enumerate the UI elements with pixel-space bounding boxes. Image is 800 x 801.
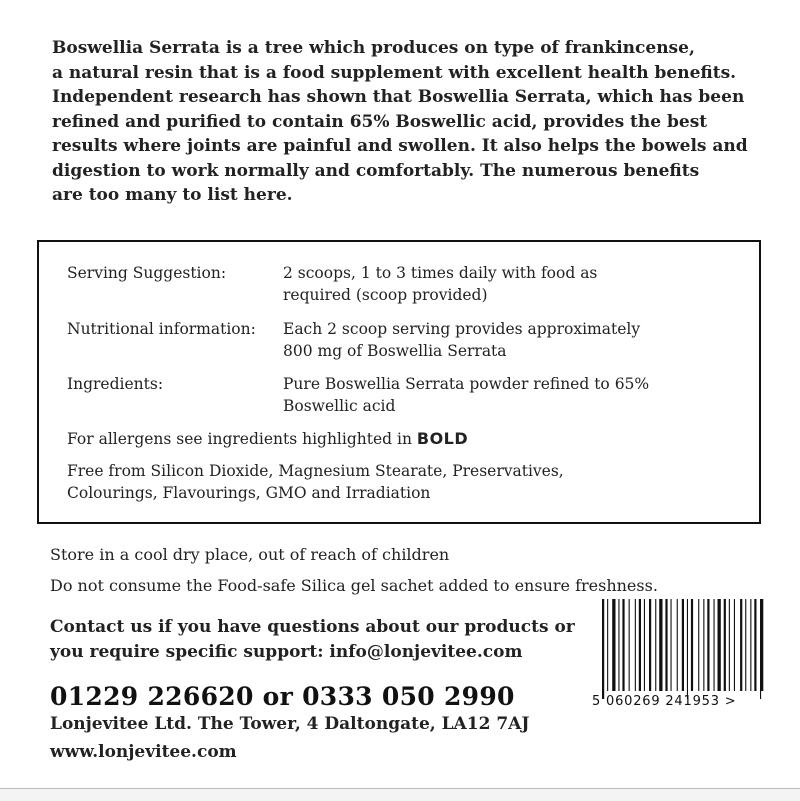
barcode-bar (607, 599, 608, 691)
barcode-bar (682, 599, 684, 691)
barcode-number: 5 060269 241953 > (592, 694, 737, 709)
phone-numbers: 01229 226620 or 0333 050 2990 (50, 682, 515, 711)
barcode-bar (639, 599, 641, 691)
intro-paragraph (52, 36, 772, 208)
allergens-text: For allergens see ingredients highlighted in (67, 430, 417, 448)
barcode-bar (718, 599, 721, 691)
barcode-bar (612, 599, 615, 691)
nutritional-info-value-2: 800 mg of Boswellia Serrata (283, 342, 507, 360)
barcode-bar (665, 599, 667, 691)
intro-line: Independent research has shown that Boswellia Serrata, which has been (52, 87, 745, 107)
barcode-bar (622, 599, 624, 691)
barcode-bar (754, 599, 756, 691)
serving-suggestion-value-1: 2 scoops, 1 to 3 times daily with food as (283, 264, 598, 282)
serving-suggestion-label: Serving Suggestion: (67, 264, 227, 282)
barcode-bar (707, 599, 709, 691)
nutritional-info-value-1: Each 2 scoop serving provides approximately (283, 320, 641, 338)
barcode-bar (691, 599, 693, 691)
barcode-bar (649, 599, 651, 691)
barcode-bar (629, 599, 630, 691)
barcode-bar (655, 599, 656, 691)
ingredients-label: Ingredients: (67, 375, 164, 393)
silica-warning: Do not consume the Food-safe Silica gel sachet added to ensure freshness. (50, 576, 658, 595)
ingredients-value-1: Pure Boswellia Serrata powder refined to 65% (283, 375, 650, 393)
barcode-bar (734, 599, 735, 691)
barcode-bar (703, 599, 704, 691)
website-link: www.lonjevitee.com (50, 742, 237, 762)
nutritional-info-label: Nutritional information: (67, 320, 256, 338)
intro-line: refined and purified to contain 65% Boswellic acid, provides the best (52, 111, 708, 132)
serving-suggestion-value-2: required (scoop provided) (283, 286, 488, 304)
barcode-bar (724, 599, 726, 691)
ingredients-value-2: Boswellic acid (283, 397, 396, 415)
storage-note: Store in a cool dry place, out of reach of children (50, 545, 450, 564)
barcode-bar (687, 599, 688, 699)
free-from-line-2: Colourings, Flavourings, GMO and Irradiation (67, 484, 431, 502)
barcode-bar (698, 599, 699, 691)
intro-line: a natural resin that is a food supplement with excellent health benefits. (52, 62, 737, 83)
allergens-note (67, 428, 468, 450)
intro-line: Boswellia Serrata is a tree which produces on type of frankincense, (52, 38, 695, 58)
intro-line: are too many to list here. (52, 185, 293, 205)
barcode-bar (750, 599, 751, 691)
company-address: Lonjevitee Ltd. The Tower, 4 Daltongate, LA12 7AJ (50, 714, 530, 734)
barcode-bar (714, 599, 715, 691)
barcode-bar (740, 599, 742, 691)
barcode-bar (729, 599, 730, 691)
allergens-bold-word: BOLD (416, 429, 469, 448)
free-from-line-1: Free from Silicon Dioxide, Magnesium Stearate, Preservatives, (67, 462, 564, 480)
barcode-bar (671, 599, 672, 691)
intro-line: results where joints are painful and swollen. It also helps the bowels and (52, 136, 748, 156)
contact-info (50, 615, 575, 665)
bottom-edge-strip (0, 788, 800, 801)
barcode-bar (602, 599, 604, 699)
barcode-bar (677, 599, 678, 691)
barcode-bar (644, 599, 645, 691)
product-info-panel (37, 240, 761, 524)
barcode-bar (635, 599, 636, 691)
barcode-bar (745, 599, 746, 691)
contact-line-1: Contact us if you have questions about our products or (50, 617, 575, 637)
barcode-bar (618, 599, 619, 691)
contact-line-2: you require specific support: info@lonjevitee.com (50, 642, 523, 662)
barcode-bar (760, 599, 761, 699)
barcode-bar (659, 599, 662, 691)
intro-line: digestion to work normally and comfortably. The numerous benefits (52, 160, 700, 181)
